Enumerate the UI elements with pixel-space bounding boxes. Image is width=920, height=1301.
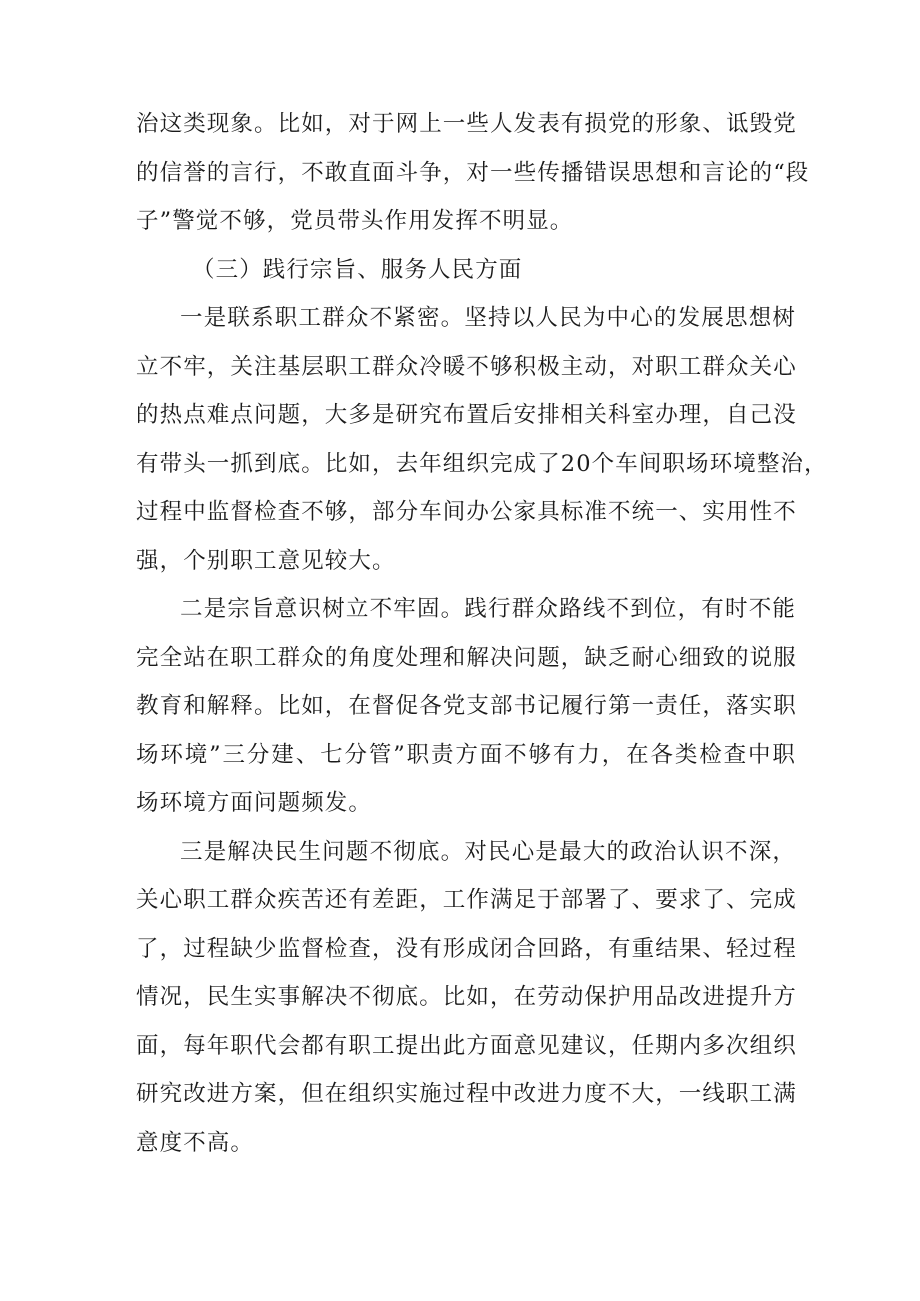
- text-line: 三是解决民生问题不彻底。对民心是最大的政治认识不深，: [180, 838, 796, 865]
- text-line: 子”警觉不够，党员带头作用发挥不明显。: [136, 208, 574, 234]
- text-line: 了，过程缺少监督检查，没有形成闭合回路，有重结果、轻过程: [136, 935, 797, 962]
- paragraph-continuation: [136, 100, 810, 246]
- text-line: 一是联系职工群众不紧密。坚持以人民为中心的发展思想树: [180, 305, 796, 331]
- text-line: 教育和解释。比如，在督促各党支部书记履行第一责任，落实职: [136, 693, 797, 719]
- text-line: 完全站在职工群众的角度处理和解决问题，缺乏耐心细致的说服: [136, 644, 797, 671]
- text-line: 强，个别职工意见较大。: [136, 547, 396, 574]
- text-line: 的信誉的言行，不敢直面斗争，对一些传播错误思想和言论的“段: [136, 159, 810, 186]
- document-page: [136, 100, 828, 1167]
- paragraph-purpose-awareness: [136, 585, 796, 828]
- text-line: 情况，民生实事解决不彻底。比如，在劳动保护用品改进提升方: [136, 984, 797, 1010]
- paragraph-livelihood-issues: [136, 828, 796, 1168]
- text-line: 治这类现象。比如，对于网上一些人发表有损党的形象、诋毁党: [136, 111, 797, 137]
- section-heading: [136, 246, 796, 295]
- text-line: 场环境方面问题频发。: [136, 790, 373, 816]
- text-line: 意度不高。: [136, 1129, 255, 1156]
- text-line: 面，每年职代会都有职工提出此方面意见建议，任期内多次组织: [136, 1032, 797, 1059]
- text-line: 场环境”三分建、七分管”职责方面不够有力，在各类检查中职: [136, 741, 796, 768]
- heading-text: （三）践行宗旨、服务人民方面: [192, 256, 523, 283]
- text-line: 的热点难点问题，大多是研究布置后安排相关科室办理，自己没: [136, 402, 797, 428]
- text-line: 研究改进方案，但在组织实施过程中改进力度不大，一线职工满: [136, 1081, 797, 1107]
- text-line: 立不牢，关注基层职工群众冷暖不够积极主动，对职工群众关心: [136, 353, 797, 380]
- text-line: 二是宗旨意识树立不牢固。践行群众路线不到位，有时不能: [180, 596, 796, 622]
- text-line: 过程中监督检查不够，部分车间办公家具标准不统一、实用性不: [136, 499, 797, 525]
- text-line: 有带头一抓到底。比如，去年组织完成了20个车间职场环境整治，: [136, 450, 828, 477]
- text-line: 关心职工群众疾苦还有差距，工作满足于部署了、要求了、完成: [136, 887, 797, 913]
- paragraph-contact-workers: [136, 294, 828, 585]
